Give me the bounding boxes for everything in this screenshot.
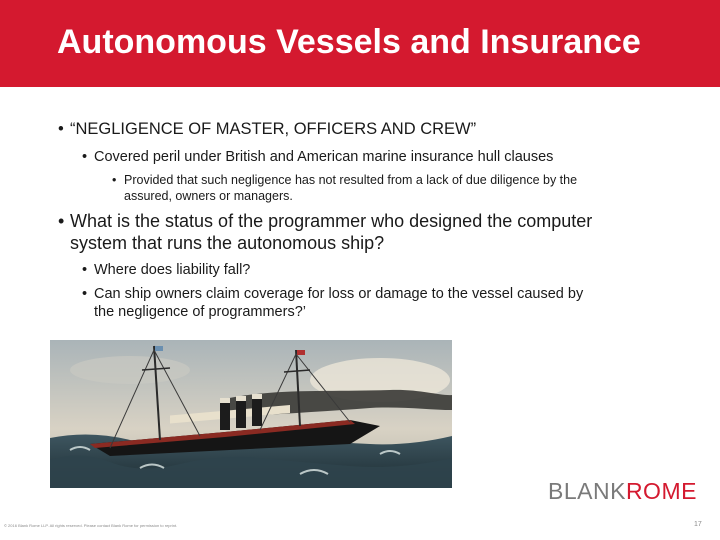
bullet-dot: • [82, 286, 88, 302]
logo-rome: ROME [625, 478, 697, 504]
bullet-text: Provided that such negligence has not resulted from a lack of due diligence by the [124, 173, 578, 187]
page-number: 17 [694, 521, 702, 528]
bullet-coverage [82, 285, 583, 321]
bullet-text: Where does liability fall? [94, 262, 251, 278]
bullet-dot: • [112, 173, 117, 187]
bullet-covered-peril [82, 148, 553, 166]
bullet-programmer-status [58, 210, 592, 254]
ship-illustration [50, 340, 452, 488]
bullet-text: “NEGLIGENCE OF MASTER, OFFICERS AND CREW” [70, 120, 477, 138]
bullet-text: Can ship owners claim coverage for loss or damage to the vessel caused by [94, 286, 584, 302]
blank-rome-logo [548, 478, 697, 505]
bullet-text-cont: system that runs the autonomous ship? [70, 233, 385, 253]
ship-painting [50, 340, 452, 488]
footer-copyright: © 2016 Blank Rome LLP. All rights reserved. Please contact Blank Rome for permission to reprint. [4, 523, 178, 528]
bullet-dot: • [58, 211, 65, 231]
bullet-dot: • [82, 262, 88, 278]
bullet-text-cont: assured, owners or managers. [124, 189, 293, 203]
bullet-liability [82, 261, 250, 279]
bullet-text: What is the status of the programmer who designed the computer [70, 211, 593, 231]
bullet-due-diligence [112, 172, 577, 204]
bullet-dot: • [58, 120, 64, 138]
bullet-text-cont: the negligence of programmers?’ [94, 304, 306, 320]
logo-blank: BLANK [548, 478, 626, 504]
bullet-dot: • [82, 149, 88, 165]
bullet-text: Covered peril under British and American marine insurance hull clauses [94, 149, 554, 165]
bullet-negligence [58, 119, 476, 139]
slide-title: Autonomous Vessels and Insurance [57, 23, 641, 61]
